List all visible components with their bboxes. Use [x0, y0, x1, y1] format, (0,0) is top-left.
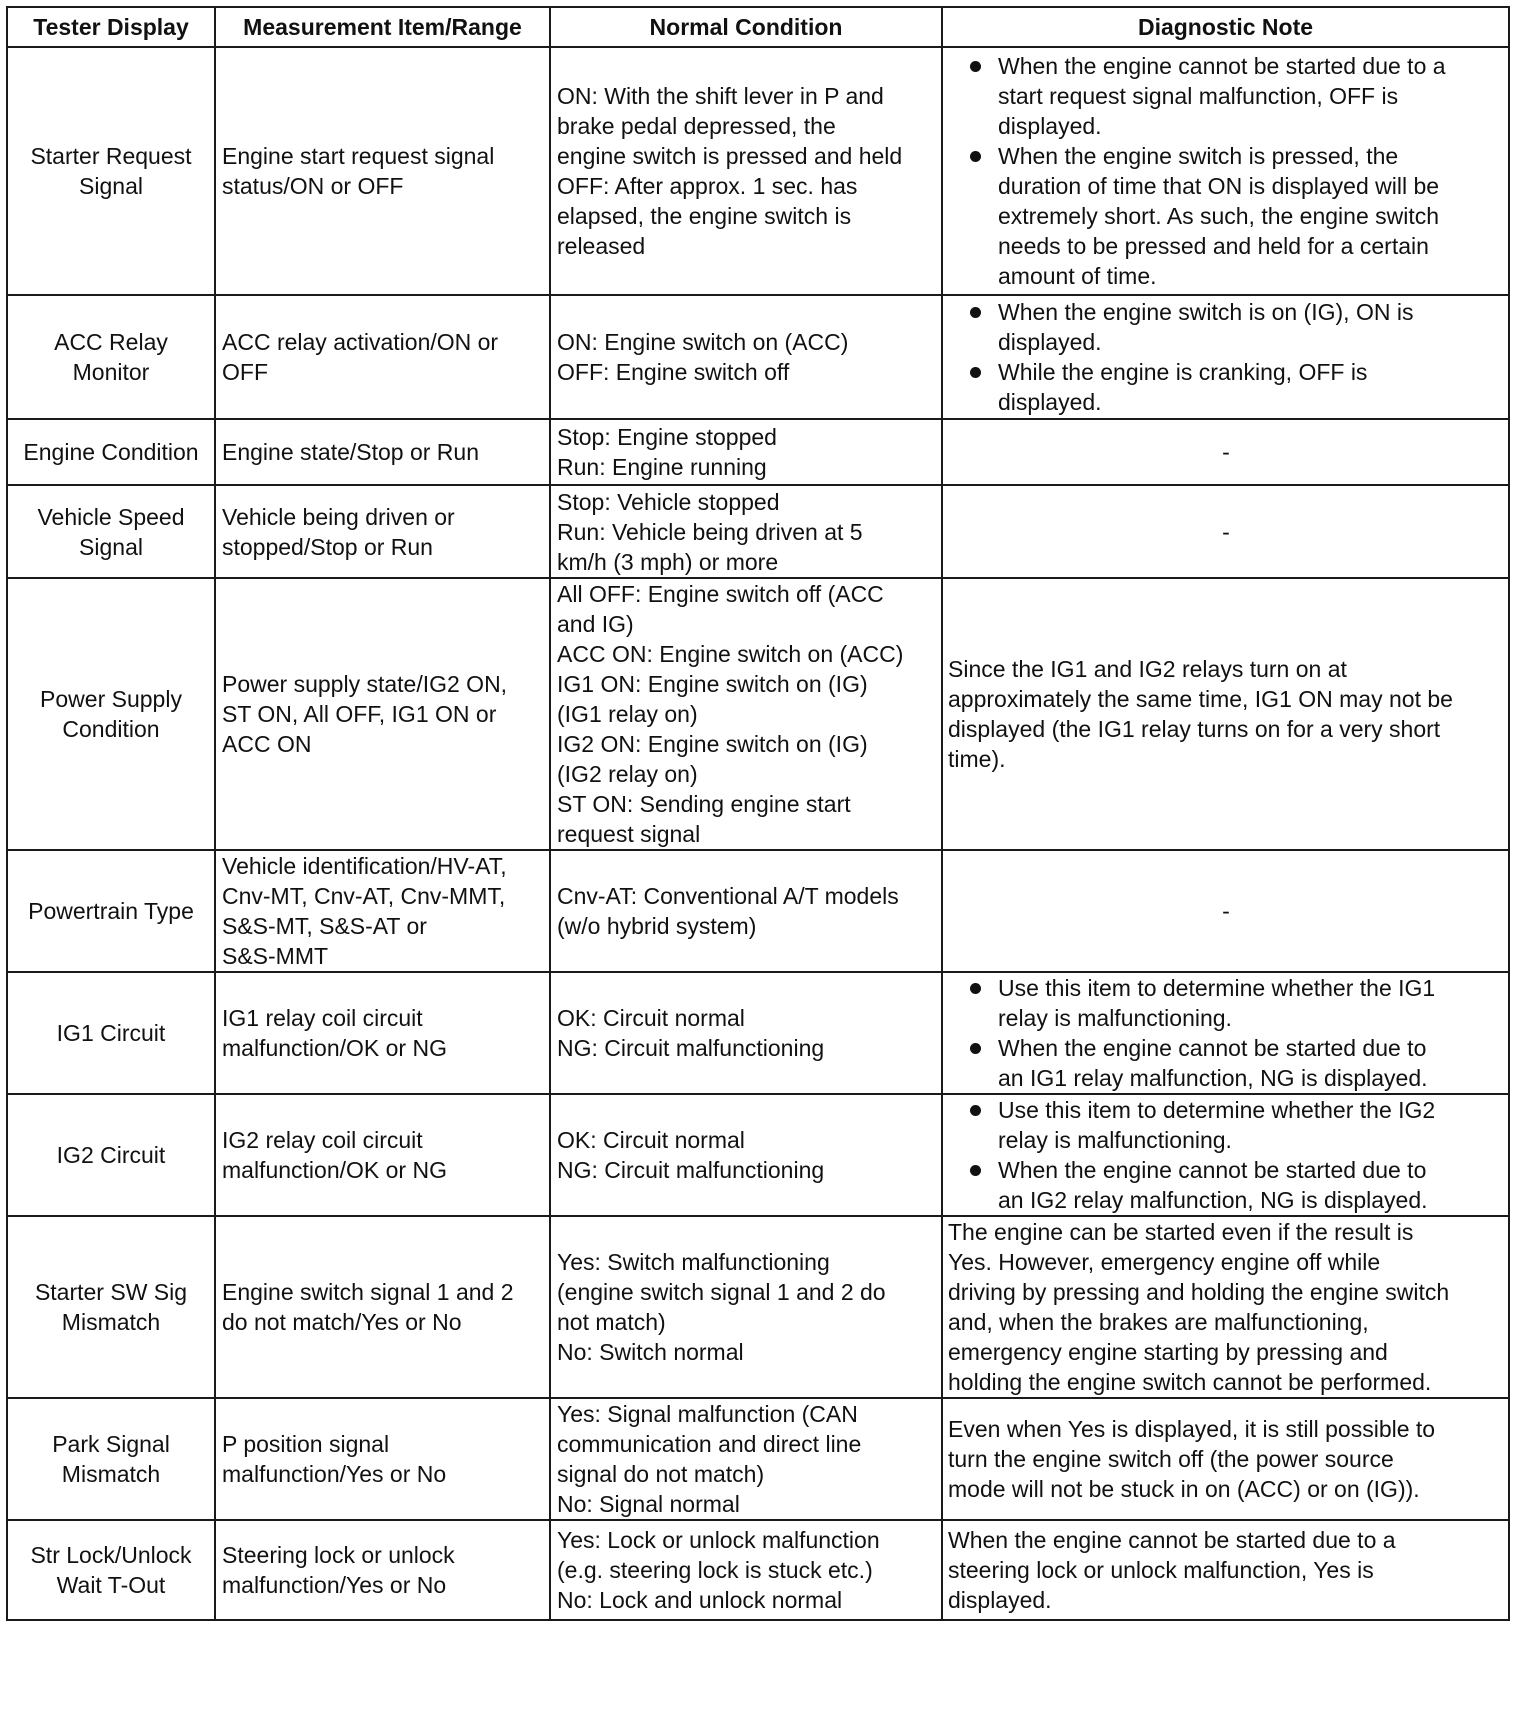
diagnostic-note-cell — [942, 419, 1509, 485]
diagnostic-note-list — [948, 973, 1504, 1093]
tester-display-line: Powertrain Type — [28, 898, 194, 924]
table-row — [7, 419, 1509, 485]
bullet-icon — [970, 983, 981, 994]
tester-display-line: Wait T-Out — [56, 1572, 166, 1598]
measurement-item-line: S&S-MT, S&S-AT or — [222, 913, 427, 939]
normal-condition-line: OFF: Engine switch off — [557, 359, 790, 385]
measurement-item-line: Vehicle being driven or — [222, 503, 455, 530]
normal-condition-line: communication and direct line — [557, 1431, 862, 1457]
header-diagnostic-note: Diagnostic Note — [942, 7, 1509, 47]
measurement-item-line: malfunction/Yes or No — [222, 1572, 447, 1598]
measurement-item-line: do not match/Yes or No — [222, 1309, 462, 1335]
normal-condition-line: ON: Engine switch on (ACC) — [557, 329, 849, 355]
measurement-item-cell — [215, 485, 550, 578]
diagnostic-note-line: displayed. — [948, 1587, 1052, 1613]
diagnostic-note-line: When the engine switch is pressed, the — [998, 143, 1399, 169]
measurement-item-line: P position signal — [222, 1431, 390, 1457]
bullet-icon — [970, 1043, 981, 1054]
diagnostic-note-line: amount of time. — [998, 263, 1157, 289]
diagnostic-note-cell — [942, 1520, 1509, 1620]
normal-condition-cell — [550, 419, 942, 485]
measurement-item-line: malfunction/Yes or No — [222, 1461, 447, 1487]
diagnostic-note-line: Use this item to determine whether the IG1 — [998, 975, 1436, 1001]
measurement-item-cell — [215, 578, 550, 850]
diagnostic-note-line: driving by pressing and holding the engine switch — [948, 1279, 1450, 1305]
tester-display-line: Signal — [79, 533, 143, 560]
diagnostic-note-cell — [942, 850, 1509, 972]
tester-display-line: Mismatch — [61, 1309, 161, 1335]
tester-display-line: ACC Relay — [54, 329, 168, 355]
diagnostic-note-line: Even when Yes is displayed, it is still possible to — [948, 1416, 1436, 1442]
table-body — [7, 47, 1509, 1620]
diagnostic-note-list — [948, 297, 1504, 417]
diagnostic-note-line: relay is malfunctioning. — [998, 1127, 1232, 1153]
bullet-icon — [970, 367, 981, 378]
measurement-item-line: S&S-MMT — [222, 943, 329, 969]
normal-condition-cell — [550, 1520, 942, 1620]
diagnostic-note-line: an IG1 relay malfunction, NG is displayed. — [998, 1065, 1428, 1091]
normal-condition-line: Run: Engine running — [557, 454, 767, 480]
diagnostic-note-line: Yes. However, emergency engine off while — [948, 1249, 1381, 1275]
diagnostic-note-cell — [942, 295, 1509, 419]
normal-condition-line: signal do not match) — [557, 1461, 765, 1487]
measurement-item-line: Engine start request signal — [222, 143, 495, 169]
tester-display-line: Starter SW Sig — [34, 1279, 188, 1305]
tester-display-line: Condition — [62, 716, 160, 742]
measurement-item-cell — [215, 1216, 550, 1398]
diagnostic-note-line: When the engine cannot be started due to a — [948, 1527, 1396, 1553]
diagnostic-note-cell — [942, 485, 1509, 578]
header-measurement-item: Measurement Item/Range — [215, 7, 550, 47]
diagnostic-note-line: extremely short. As such, the engine switch — [998, 203, 1440, 229]
diagnostic-note-line: approximately the same time, IG1 ON may not be — [948, 686, 1453, 712]
measurement-item-cell — [215, 850, 550, 972]
table-row — [7, 295, 1509, 419]
normal-condition-line: Yes: Lock or unlock malfunction — [557, 1527, 880, 1553]
diagnostic-note-cell — [942, 47, 1509, 295]
data-list-table — [6, 6, 1510, 1621]
tester-display-cell — [7, 419, 215, 485]
normal-condition-cell — [550, 47, 942, 295]
tester-display-cell — [7, 972, 215, 1094]
normal-condition-line: elapsed, the engine switch is — [557, 203, 852, 229]
measurement-item-line: ACC ON — [222, 731, 312, 757]
normal-condition-line: NG: Circuit malfunctioning — [557, 1035, 825, 1061]
normal-condition-line: (IG2 relay on) — [557, 761, 698, 787]
normal-condition-line: ST ON: Sending engine start — [557, 791, 851, 817]
measurement-item-cell — [215, 419, 550, 485]
diagnostic-note-line: holding the engine switch cannot be performed. — [948, 1369, 1432, 1395]
normal-condition-line: Yes: Signal malfunction (CAN — [557, 1401, 858, 1427]
normal-condition-line: (IG1 relay on) — [557, 701, 698, 727]
table-row — [7, 1520, 1509, 1620]
normal-condition-line: Run: Vehicle being driven at 5 — [557, 518, 863, 545]
diagnostic-note-cell — [942, 972, 1509, 1094]
normal-condition-cell — [550, 972, 942, 1094]
measurement-item-cell — [215, 1398, 550, 1520]
normal-condition-line: request signal — [557, 821, 701, 847]
tester-display-cell — [7, 850, 215, 972]
diagnostic-note-item — [948, 1155, 1504, 1215]
measurement-item-line: Power supply state/IG2 ON, — [222, 671, 508, 697]
bullet-icon — [970, 151, 981, 162]
header-row — [7, 7, 1509, 47]
normal-condition-line: km/h (3 mph) or more — [557, 548, 779, 575]
normal-condition-cell — [550, 295, 942, 419]
bullet-icon — [970, 1165, 981, 1176]
diagnostic-note-list — [948, 1095, 1504, 1215]
normal-condition-line: No: Switch normal — [557, 1339, 744, 1365]
diagnostic-note-item — [948, 1033, 1504, 1093]
normal-condition-cell — [550, 1094, 942, 1216]
normal-condition-cell — [550, 578, 942, 850]
bullet-icon — [970, 1105, 981, 1116]
tester-display-line: Engine Condition — [23, 439, 199, 465]
table-row — [7, 47, 1509, 295]
diagnostic-note-line: displayed. — [998, 113, 1102, 139]
normal-condition-line: released — [557, 233, 646, 259]
normal-condition-line: OK: Circuit normal — [557, 1127, 745, 1153]
diagnostic-note-line: When the engine cannot be started due to — [998, 1157, 1427, 1183]
measurement-item-line: Engine state/Stop or Run — [222, 439, 479, 465]
diagnostic-note-line: an IG2 relay malfunction, NG is displayed. — [998, 1187, 1428, 1213]
diagnostic-note-line: When the engine cannot be started due to — [998, 1035, 1427, 1061]
diagnostic-note-item — [948, 1095, 1504, 1155]
normal-condition-cell — [550, 850, 942, 972]
normal-condition-line: NG: Circuit malfunctioning — [557, 1157, 825, 1183]
normal-condition-line: and IG) — [557, 611, 634, 637]
tester-display-line: Vehicle Speed — [37, 503, 185, 530]
table-row — [7, 485, 1509, 578]
diagnostic-note-item — [948, 973, 1504, 1033]
tester-display-line: IG2 Circuit — [56, 1142, 166, 1168]
normal-condition-line: not match) — [557, 1309, 666, 1335]
data-list-table-container — [6, 6, 1510, 1621]
measurement-item-cell — [215, 1520, 550, 1620]
tester-display-cell — [7, 47, 215, 295]
diagnostic-note-cell — [942, 1398, 1509, 1520]
normal-condition-line: No: Lock and unlock normal — [557, 1587, 843, 1613]
tester-display-line: Park Signal — [52, 1431, 170, 1457]
normal-condition-line: IG2 ON: Engine switch on (IG) — [557, 731, 868, 757]
measurement-item-line: ACC relay activation/ON or — [222, 329, 499, 355]
tester-display-cell — [7, 1094, 215, 1216]
diagnostic-note-line: Since the IG1 and IG2 relays turn on at — [948, 656, 1347, 682]
normal-condition-line: OK: Circuit normal — [557, 1005, 745, 1031]
diagnostic-note-line: steering lock or unlock malfunction, Yes is — [948, 1557, 1374, 1583]
diagnostic-note-line: displayed. — [998, 329, 1102, 355]
table-row — [7, 850, 1509, 972]
tester-display-line: Mismatch — [61, 1461, 161, 1487]
diagnostic-note-line: turn the engine switch off (the power source — [948, 1446, 1394, 1472]
measurement-item-line: IG1 relay coil circuit — [222, 1005, 423, 1031]
tester-display-line: Str Lock/Unlock — [30, 1542, 192, 1568]
table-row — [7, 578, 1509, 850]
diagnostic-note-cell — [942, 1094, 1509, 1216]
tester-display-line: Monitor — [72, 359, 150, 385]
diagnostic-note-line: mode will not be stuck in on (ACC) or on (IG)). — [948, 1476, 1420, 1502]
diagnostic-note-item — [948, 297, 1504, 357]
measurement-item-cell — [215, 972, 550, 1094]
normal-condition-line: Stop: Vehicle stopped — [557, 488, 780, 515]
measurement-item-line: Steering lock or unlock — [222, 1542, 455, 1568]
normal-condition-line: Stop: Engine stopped — [557, 424, 777, 450]
normal-condition-cell — [550, 485, 942, 578]
normal-condition-line: IG1 ON: Engine switch on (IG) — [557, 671, 868, 697]
diagnostic-note-line: time). — [948, 746, 1006, 772]
normal-condition-line: brake pedal depressed, the — [557, 113, 836, 139]
normal-condition-line: No: Signal normal — [557, 1491, 740, 1517]
diagnostic-note-line: Use this item to determine whether the IG2 — [998, 1097, 1436, 1123]
diagnostic-note-item — [948, 51, 1504, 141]
empty-note-dash: - — [1222, 518, 1230, 545]
normal-condition-line: OFF: After approx. 1 sec. has — [557, 173, 858, 199]
diagnostic-note-line: start request signal malfunction, OFF is — [998, 83, 1399, 109]
diagnostic-note-line: While the engine is cranking, OFF is — [998, 359, 1368, 385]
normal-condition-line: engine switch is pressed and held — [557, 143, 903, 169]
diagnostic-note-line: duration of time that ON is displayed will be — [998, 173, 1440, 199]
empty-note-dash: - — [1222, 439, 1230, 465]
measurement-item-line: Cnv-MT, Cnv-AT, Cnv-MMT, — [222, 883, 506, 909]
tester-display-line: IG1 Circuit — [56, 1020, 166, 1046]
measurement-item-line: OFF — [222, 359, 268, 385]
measurement-item-cell — [215, 295, 550, 419]
tester-display-line: Power Supply — [40, 686, 182, 712]
table-row — [7, 972, 1509, 1094]
diagnostic-note-cell — [942, 578, 1509, 850]
diagnostic-note-line: emergency engine starting by pressing and — [948, 1339, 1388, 1365]
diagnostic-note-line: relay is malfunctioning. — [998, 1005, 1232, 1031]
header-tester-display: Tester Display — [7, 7, 215, 47]
diagnostic-note-line: displayed. — [998, 389, 1102, 415]
tester-display-cell — [7, 1216, 215, 1398]
diagnostic-note-line: When the engine cannot be started due to a — [998, 53, 1446, 79]
diagnostic-note-line: needs to be pressed and held for a certain — [998, 233, 1429, 259]
normal-condition-line: ON: With the shift lever in P and — [557, 83, 884, 109]
normal-condition-line: Cnv-AT: Conventional A/T models — [557, 883, 899, 909]
empty-note-dash: - — [1222, 898, 1230, 924]
measurement-item-line: status/ON or OFF — [222, 173, 404, 199]
normal-condition-cell — [550, 1216, 942, 1398]
diagnostic-note-item — [948, 357, 1504, 417]
tester-display-cell — [7, 1520, 215, 1620]
tester-display-line: Starter Request — [30, 143, 192, 169]
normal-condition-line: (e.g. steering lock is stuck etc.) — [557, 1557, 873, 1583]
measurement-item-line: malfunction/OK or NG — [222, 1035, 447, 1061]
diagnostic-note-line: displayed (the IG1 relay turns on for a very short — [948, 716, 1441, 742]
diagnostic-note-line: The engine can be started even if the result is — [948, 1219, 1414, 1245]
tester-display-cell — [7, 295, 215, 419]
normal-condition-line: ACC ON: Engine switch on (ACC) — [557, 641, 904, 667]
measurement-item-line: ST ON, All OFF, IG1 ON or — [222, 701, 497, 727]
diagnostic-note-list — [948, 51, 1504, 291]
measurement-item-line: Vehicle identification/HV-AT, — [222, 853, 507, 879]
tester-display-line: Signal — [79, 173, 143, 199]
normal-condition-line: Yes: Switch malfunctioning — [557, 1249, 830, 1275]
measurement-item-line: IG2 relay coil circuit — [222, 1127, 423, 1153]
bullet-icon — [970, 61, 981, 72]
measurement-item-line: malfunction/OK or NG — [222, 1157, 447, 1183]
measurement-item-line: stopped/Stop or Run — [222, 533, 433, 560]
table-row — [7, 1094, 1509, 1216]
diagnostic-note-item — [948, 141, 1504, 291]
normal-condition-line: All OFF: Engine switch off (ACC — [557, 581, 884, 607]
measurement-item-cell — [215, 47, 550, 295]
table-row — [7, 1216, 1509, 1398]
measurement-item-cell — [215, 1094, 550, 1216]
bullet-icon — [970, 307, 981, 318]
normal-condition-line: (engine switch signal 1 and 2 do — [557, 1279, 886, 1305]
measurement-item-line: Engine switch signal 1 and 2 — [222, 1279, 514, 1305]
table-row — [7, 1398, 1509, 1520]
diagnostic-note-line: When the engine switch is on (IG), ON is — [998, 299, 1414, 325]
tester-display-cell — [7, 1398, 215, 1520]
header-normal-condition: Normal Condition — [550, 7, 942, 47]
diagnostic-note-line: and, when the brakes are malfunctioning, — [948, 1309, 1369, 1335]
tester-display-cell — [7, 578, 215, 850]
normal-condition-cell — [550, 1398, 942, 1520]
diagnostic-note-cell — [942, 1216, 1509, 1398]
tester-display-cell — [7, 485, 215, 578]
normal-condition-line: (w/o hybrid system) — [557, 913, 757, 939]
